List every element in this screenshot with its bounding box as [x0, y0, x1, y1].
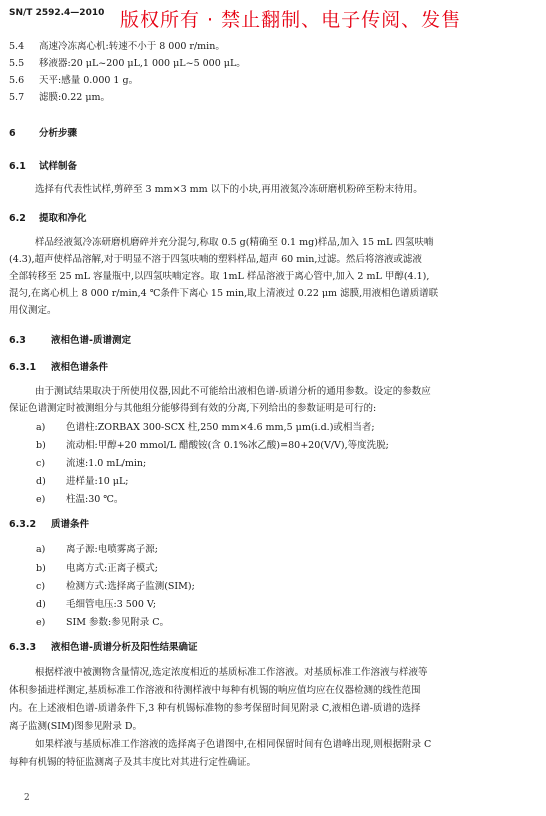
- paragraph-line: (4.3),超声使样品溶解,对于明显不溶于四氢呋喃的塑料样品,超声 60 min,过滤。然后将溶液或滤液: [9, 254, 422, 265]
- paragraph-line: 根据样液中被测物含量情况,选定浓度相近的基质标准工作溶液。对基质标准工作溶液与样液等: [35, 667, 428, 678]
- paragraph-line: 全部转移至 25 mL 容量瓶中,以四氢呋喃定容。取 1mL 样品溶液于离心管中,加入 2 mL 甲醇(4.1),: [9, 271, 430, 282]
- section-6-3-1-heading: 6.3.1 液相色谱条件: [9, 362, 109, 373]
- section-6-1-heading: 6.1 试样制备: [9, 161, 78, 172]
- list-item: b) 流动相:甲醇+20 mmol/L 醋酸铵(含 0.1%冰乙酸)=80+20(V/V),等度洗脱;: [36, 440, 389, 451]
- list-item: c) 流速:1.0 mL/min;: [36, 458, 147, 469]
- paragraph-line: 样品经液氮冷冻研磨机磨碎并充分混匀,称取 0.5 g(精确至 0.1 mg)样品,加入 15 mL 四氢呋喃: [35, 237, 434, 248]
- section-6-heading: 6 分析步骤: [9, 128, 78, 139]
- list-item: a) 离子源:电喷雾离子源;: [36, 544, 158, 555]
- paragraph-line: 体积参插进样测定,基质标准工作溶液和待测样液中每种有机锡的响应值均应在仪器检测的线性范围: [9, 685, 421, 696]
- list-item: b) 电离方式:正离子模式;: [36, 563, 158, 574]
- copyright-watermark: 版权所有 · 禁止翻制、电子传阅、发售: [120, 9, 462, 31]
- clause-5-7: 5.7 滤膜:0.22 μm。: [9, 92, 111, 103]
- paragraph-line: 保证色谱测定时被测组分与其他组分能够得到有效的分离,下列给出的参数证明是可行的:: [9, 403, 377, 414]
- section-6-2-heading: 6.2 提取和净化: [9, 213, 87, 224]
- paragraph-line: 如果样液与基质标准工作溶液的选择离子色谱图中,在相同保留时间有色谱峰出现,则根据附录 C: [35, 739, 432, 750]
- list-item: e) SIM 参数:参见附录 C。: [36, 617, 169, 628]
- section-6-3-heading: 6.3 液相色谱-质谱测定: [9, 335, 131, 346]
- standard-number: SN/T 2592.4—2010: [9, 8, 105, 18]
- paragraph-line: 离子监测(SIM)图参见附录 D。: [9, 721, 143, 732]
- paragraph-line: 由于测试结果取决于所使用仪器,因此不可能给出液相色谱-质谱分析的通用参数。设定的参数应: [35, 386, 431, 397]
- list-item: c) 检测方式:选择离子监测(SIM);: [36, 581, 195, 592]
- paragraph-line: 用仪测定。: [9, 305, 57, 316]
- clause-5-4: 5.4 高速冷冻离心机:转速不小于 8 000 r/min。: [9, 41, 225, 52]
- page-number: 2: [24, 793, 30, 803]
- paragraph: 选择有代表性试样,剪碎至 3 mm×3 mm 以下的小块,再用液氮冷冻研磨机粉碎至粉末待用。: [35, 184, 423, 195]
- paragraph-line: 内。在上述液相色谱-质谱条件下,3 种有机锡标准物的参考保留时间见附录 C,液相色谱-质谱的选择: [9, 703, 421, 714]
- paragraph-line: 每种有机锡的特征监测离子及其丰度比对其进行定性确证。: [9, 757, 257, 768]
- section-6-3-2-heading: 6.3.2 质谱条件: [9, 519, 90, 530]
- list-item: a) 色谱柱:ZORBAX 300-SCX 柱,250 mm×4.6 mm,5 μm(i.d.)或相当者;: [36, 422, 375, 433]
- list-item: e) 柱温:30 ℃。: [36, 494, 124, 505]
- paragraph-line: 混匀,在离心机上 8 000 r/min,4 ℃条件下离心 15 min,取上清液过 0.22 μm 滤膜,用液相色谱质谱联: [9, 288, 439, 299]
- clause-5-5: 5.5 移液器:20 μL~200 μL,1 000 μL~5 000 μL。: [9, 58, 246, 69]
- clause-5-6: 5.6 天平:感量 0.000 1 g。: [9, 75, 139, 86]
- section-6-3-3-heading: 6.3.3 液相色谱-质谱分析及阳性结果确证: [9, 642, 198, 653]
- list-item: d) 进样量:10 μL;: [36, 476, 129, 487]
- list-item: d) 毛细管电压:3 500 V;: [36, 599, 157, 610]
